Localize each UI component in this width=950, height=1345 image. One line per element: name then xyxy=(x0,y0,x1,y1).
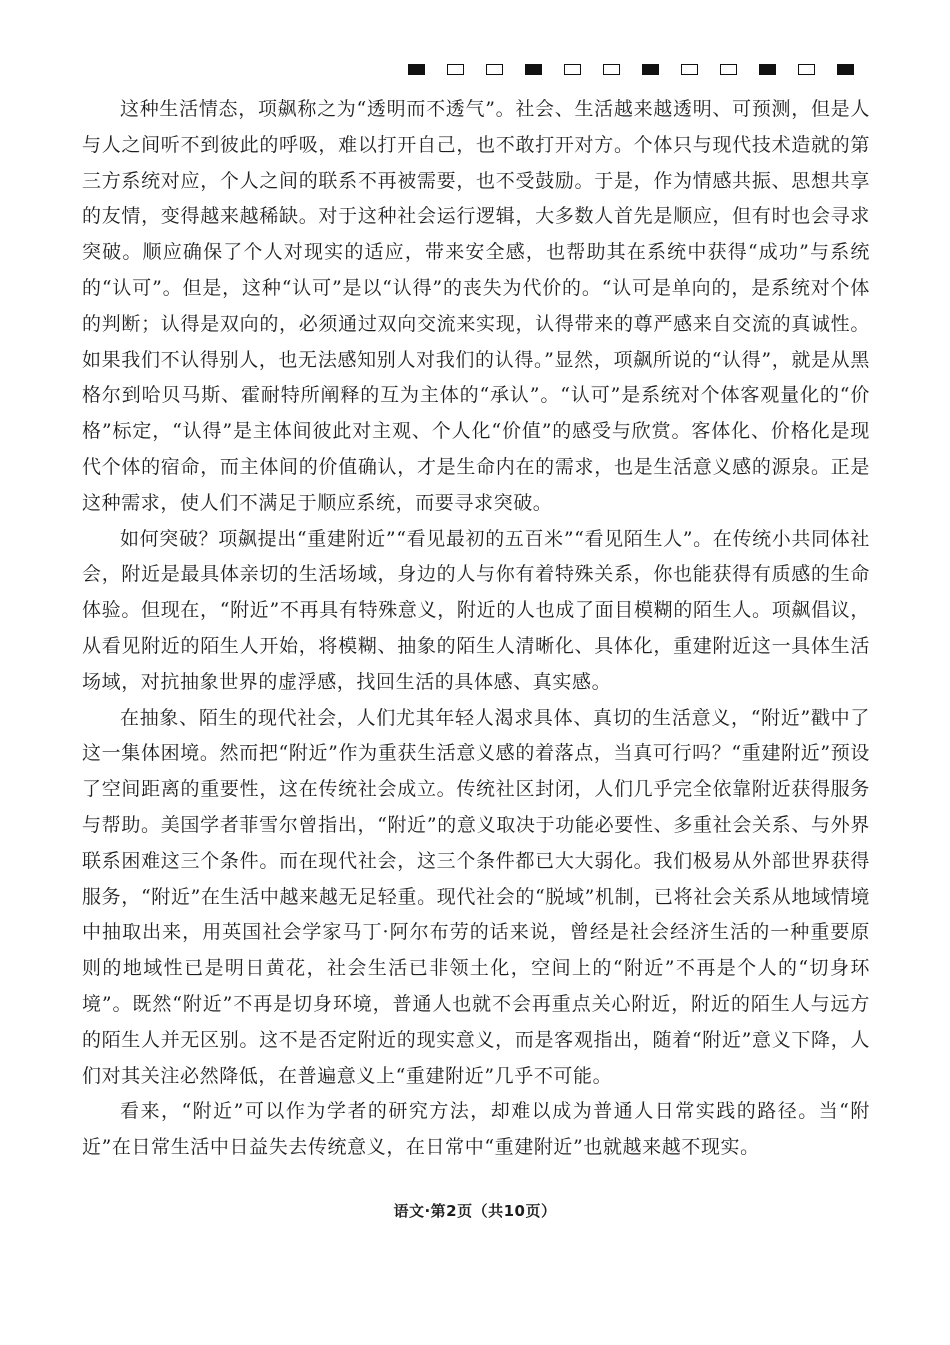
hollow-mark xyxy=(720,64,737,75)
paragraph-4: 看来，“附近”可以作为学者的研究方法，却难以成为普通人日常实践的路径。当“附近”在日常生活中日益失去传统意义，在日常中“重建附近”也就越来越不现实。 xyxy=(82,1100,870,1159)
solid-mark xyxy=(408,64,425,75)
page-footer: 语文·第2页（共10页） xyxy=(393,1202,557,1220)
paragraph-2: 如何突破？项飙提出“重建附近”“看见最初的五百米”“看见陌生人”。在传统小共同体社会，附近是最具体亲切的生活场域，身边的人与你有着特殊关系，你也能获得有质感的生命体验。但现在，“附近”不再具有特殊意义，附近的人也成了面目模糊的陌生人。项飙倡议，从看见附近的陌生人开始，将模糊、抽象的陌生人清晰化、具体化，重建附近这一具体生活场域，对抗抽象世界的虚浮感，找回生活的具体感、真实感。 xyxy=(82,527,870,693)
hollow-mark xyxy=(681,64,698,75)
hollow-mark xyxy=(486,64,503,75)
header-marks xyxy=(408,64,876,75)
solid-mark xyxy=(525,64,542,75)
paragraph-3: 在抽象、陌生的现代社会，人们尤其年轻人渴求具体、真切的生活意义，“附近”戳中了这一集体困境。然而把“附近”作为重获生活意义感的着落点，当真可行吗？“重建附近”预设了空间距离的重要性，这在传统社会成立。传统社区封闭，人们几乎完全依靠附近获得服务与帮助。美国学者菲雪尔曾指出，“附近”的意义取决于功能必要性、多重社会关系、与外界联系困难这三个条件。而在现代社会，这三个条件都已大大弱化。我们极易从外部世界获得服务，“附近”在生活中越来越无足轻重。现代社会的“脱域”机制，已将社会关系从地域情境中抽取出来，用英国社会学家马丁·阿尔布劳的话来说，曾经是社会经济生活的一种重要原则的地域性已是明日黄花，社会生活已非领土化，空间上的“附近”不再是个人的“切身环境”。既然“附近”不再是切身环境，普通人也就不会再重点关心附近，附近的陌生人与远方的陌生人并无区别。这不是否定附近的现实意义，而是客观指出，随着“附近”意义下降，人们对其关注必然降低，在普遍意义上“重建附近”几乎不可能。 xyxy=(82,706,870,1087)
solid-mark xyxy=(837,64,854,75)
hollow-mark xyxy=(798,64,815,75)
article-body xyxy=(82,92,870,1166)
solid-mark xyxy=(642,64,659,75)
paragraph-1: 这种生活情态，项飙称之为“透明而不透气”。社会、生活越来越透明、可预测，但是人与人之间听不到彼此的呼吸，难以打开自己，也不敢打开对方。个体只与现代技术造就的第三方系统对应，个人之间的联系不再被需要，也不受鼓励。于是，作为情感共振、思想共享的友情，变得越来越稀缺。对于这种社会运行逻辑，大多数人首先是顺应，但有时也会寻求突破。顺应确保了个人对现实的适应，带来安全感，也帮助其在系统中获得“成功”与系统的“认可”。但是，这种“认可”是以“认得”的丧失为代价的。“认可是单向的，是系统对个体的判断；认得是双向的，必须通过双向交流来实现，认得带来的尊严感来自交流的真诚性。如果我们不认得别人，也无法感知别人对我们的认得。”显然，项飙所说的“认得”，就是从黑格尔到哈贝马斯、霍耐特所阐释的互为主体的“承认”。“认可”是系统对个体客观量化的“价格”标定，“认得”是主体间彼此对主观、个人化“价值”的感受与欣赏。客体化、价格化是现代个体的宿命，而主体间的价值确认，才是生命内在的需求，也是生活意义感的源泉。正是这种需求，使人们不满足于顺应系统，而要寻求突破。 xyxy=(82,98,870,514)
hollow-mark xyxy=(564,64,581,75)
hollow-mark xyxy=(447,64,464,75)
solid-mark xyxy=(759,64,776,75)
hollow-mark xyxy=(603,64,620,75)
